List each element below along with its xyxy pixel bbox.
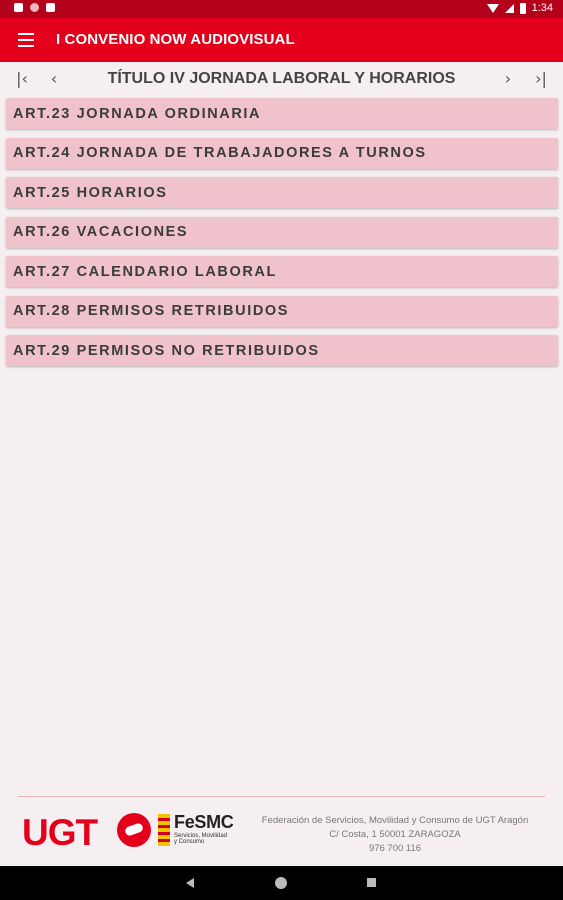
app-bar bbox=[0, 18, 563, 62]
ugt-logo: UGT bbox=[22, 812, 98, 853]
article-item-26[interactable] bbox=[6, 217, 558, 248]
next-page-icon[interactable]: › bbox=[504, 69, 512, 88]
article-item-24[interactable] bbox=[6, 138, 558, 169]
status-bar bbox=[0, 0, 563, 18]
status-notifications bbox=[14, 3, 55, 12]
status-time: 1:34 bbox=[531, 2, 553, 14]
recent-apps-icon[interactable] bbox=[367, 878, 376, 887]
article-label: ART.26 VACACIONES bbox=[13, 224, 189, 240]
last-page-icon[interactable]: ›| bbox=[535, 69, 547, 88]
section-title: TÍTULO IV JORNADA LABORAL Y HORARIOS bbox=[107, 70, 456, 87]
article-label: ART.25 HORARIOS bbox=[13, 184, 168, 201]
sim-icon bbox=[46, 3, 55, 12]
article-item-27[interactable] bbox=[6, 256, 558, 287]
article-item-23[interactable] bbox=[6, 98, 558, 129]
notification-icon bbox=[30, 3, 39, 12]
back-icon[interactable] bbox=[186, 878, 194, 888]
previous-page-icon[interactable]: ‹ bbox=[50, 69, 58, 88]
battery-icon bbox=[520, 3, 526, 14]
fesmc-subtitle: y Consumo bbox=[174, 839, 205, 845]
footer-divider bbox=[18, 796, 545, 797]
fesmc-logo bbox=[174, 812, 234, 845]
home-icon[interactable] bbox=[275, 877, 287, 889]
system-navigation-bar bbox=[0, 866, 563, 900]
article-label: ART.29 PERMISOS NO RETRIBUIDOS bbox=[13, 342, 320, 359]
fesmc-subtitle: Servicios, Movilidad bbox=[174, 833, 228, 839]
footer-address: C/ Costa, 1 50001 ZARAGOZA bbox=[329, 829, 461, 840]
footer-phone: 976 700 116 bbox=[368, 843, 422, 854]
status-system bbox=[487, 2, 553, 14]
section-navigation bbox=[0, 62, 563, 96]
fesmc-title: FeSMC bbox=[174, 812, 234, 832]
article-label: ART.28 PERMISOS RETRIBUIDOS bbox=[13, 303, 290, 319]
article-label: ART.24 JORNADA DE TRABAJADORES A TURNOS bbox=[13, 145, 427, 161]
aragon-flag-icon bbox=[158, 814, 170, 846]
article-label: ART.27 CALENDARIO LABORAL bbox=[13, 263, 277, 280]
footer-contact bbox=[245, 814, 545, 856]
hamburger-menu-icon[interactable] bbox=[18, 33, 34, 47]
app-title: I CONVENIO NOW AUDIOVISUAL bbox=[56, 31, 295, 48]
footer bbox=[0, 800, 563, 866]
article-item-25[interactable] bbox=[6, 177, 558, 208]
footer-org-name: Federación de Servicios, Movilidad y Consumo de UGT Aragón bbox=[261, 815, 529, 826]
article-list bbox=[6, 98, 558, 375]
article-item-28[interactable] bbox=[6, 296, 558, 327]
ugt-emblem-icon bbox=[117, 813, 151, 847]
article-label: ART.23 JORNADA ORDINARIA bbox=[13, 105, 262, 122]
signal-icon bbox=[505, 4, 514, 13]
wifi-icon bbox=[487, 4, 499, 13]
first-page-icon[interactable]: |‹ bbox=[16, 69, 28, 88]
article-item-29[interactable] bbox=[6, 335, 558, 366]
notification-icon bbox=[14, 3, 23, 12]
